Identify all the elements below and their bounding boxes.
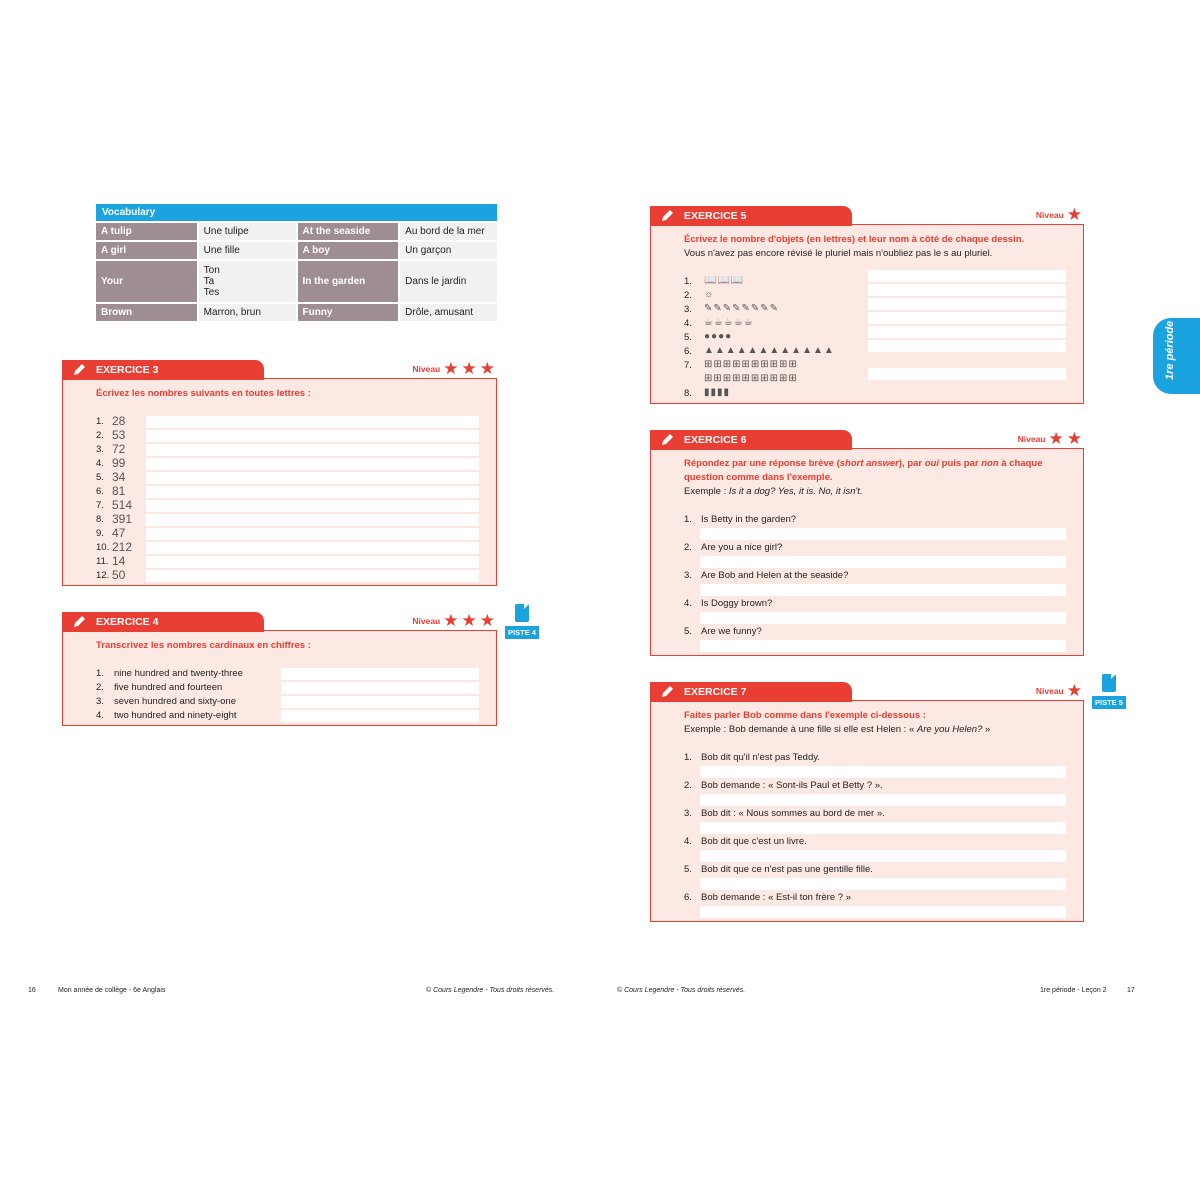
vocabulary-row	[96, 240, 497, 259]
footer-right-title: 1re période - Leçon 2	[1040, 987, 1107, 994]
exercise-4	[62, 612, 497, 726]
question-text: Are Bob and Helen at the seaside?	[701, 570, 849, 581]
answer-line[interactable]	[281, 696, 479, 708]
answer-line[interactable]	[700, 822, 1066, 834]
example-text: Is it a dog? Yes, it is. No, it isn't.	[728, 486, 863, 497]
item-number: 10.	[96, 542, 110, 553]
object-drawing-icons: ☼	[704, 289, 715, 300]
number-to-write: 14	[112, 554, 126, 568]
answer-line[interactable]	[868, 298, 1066, 310]
exercise-5	[650, 206, 1084, 404]
vocabulary-title: Vocabulary	[96, 204, 497, 221]
answer-line[interactable]	[868, 312, 1066, 324]
item-number: 5.	[96, 472, 104, 483]
vocab-fr-line: Ta	[203, 276, 215, 287]
vocab-fr: Une fille	[197, 242, 296, 259]
exercise-5-title	[650, 206, 852, 226]
instruction-part: ), par	[898, 458, 925, 469]
item-number: 3.	[96, 696, 104, 707]
star-icon: ★	[461, 611, 477, 630]
answer-line[interactable]	[700, 850, 1066, 862]
number-to-write: 99	[112, 456, 126, 470]
item-number: 5.	[684, 864, 692, 875]
instruction-part: oui	[924, 458, 939, 469]
answer-line[interactable]	[146, 500, 479, 512]
vocab-en: At the seaside	[296, 223, 399, 240]
exercise-4-title	[62, 612, 264, 632]
difficulty-level	[412, 359, 495, 378]
pencil-icon	[72, 615, 86, 629]
instruction-part: à chaque	[998, 458, 1043, 469]
answer-line[interactable]	[700, 584, 1066, 596]
vocab-en: Brown	[96, 304, 197, 321]
star-icon: ★	[1066, 681, 1082, 700]
footer-left-title: Mon année de collège - 6e Anglais	[58, 987, 166, 994]
vocab-en: A tulip	[96, 223, 197, 240]
cardinal-text: seven hundred and sixty-one	[114, 696, 236, 707]
cardinal-text: five hundred and fourteen	[114, 682, 223, 693]
item-number: 4.	[96, 710, 104, 721]
answer-line[interactable]	[700, 794, 1066, 806]
answer-line[interactable]	[146, 528, 479, 540]
vocab-en: In the garden	[296, 261, 399, 302]
exercise-note: Vous n'avez pas encore révisé le pluriel mais n'oubliez pas le s au pluriel.	[684, 248, 993, 259]
vocab-fr: Drôle, amusant	[398, 304, 497, 321]
item-number: 3.	[684, 808, 692, 819]
item-number: 1.	[96, 416, 104, 427]
answer-line[interactable]	[281, 668, 479, 680]
item-number: 3.	[684, 304, 692, 315]
example-label: Exemple : Bob demande à une fille si elle est Helen : «	[684, 724, 917, 735]
pencil-icon	[72, 363, 86, 377]
item-number: 4.	[96, 458, 104, 469]
exercise-example	[684, 485, 863, 499]
audio-track-label: PISTE 5	[1092, 696, 1126, 709]
number-to-write: 34	[112, 470, 126, 484]
item-number: 2.	[96, 430, 104, 441]
item-number: 5.	[684, 626, 692, 637]
question-text: Is Doggy brown?	[701, 598, 773, 609]
audio-file-icon	[515, 604, 529, 622]
example-label: Exemple :	[684, 486, 729, 497]
item-number: 9.	[96, 528, 104, 539]
item-number: 4.	[684, 598, 692, 609]
answer-line[interactable]	[700, 906, 1066, 918]
answer-line[interactable]	[146, 430, 479, 442]
vocab-fr: Un garçon	[398, 242, 497, 259]
cardinal-text: two hundred and ninety-eight	[114, 710, 237, 721]
question-text: Is Betty in the garden?	[701, 514, 797, 525]
difficulty-level	[1017, 429, 1082, 448]
niveau-label: Niveau	[412, 364, 441, 374]
object-drawing-icons: ●●●●	[704, 331, 733, 342]
answer-line[interactable]	[146, 514, 479, 526]
footer-left-page-number: 16	[28, 987, 36, 994]
prompt-text: Bob demande : « Sont-ils Paul et Betty ? ».	[701, 780, 883, 791]
object-drawing-icons: ▲▲▲▲▲▲▲▲▲▲▲▲	[704, 345, 835, 356]
number-to-write: 81	[112, 484, 126, 498]
answer-line[interactable]	[146, 542, 479, 554]
prompt-text: Bob dit : « Nous sommes au bord de mer ».	[701, 808, 885, 819]
object-drawing-icons: ▮▮▮▮	[704, 387, 731, 398]
exercise-7	[650, 682, 1084, 922]
answer-line[interactable]	[868, 270, 1066, 282]
example-end: »	[982, 724, 991, 735]
item-number: 2.	[684, 290, 692, 301]
vocab-fr: Dans le jardin	[398, 261, 497, 302]
exercise-title-text: EXERCICE 4	[96, 616, 159, 628]
footer-copyright-right: © Cours Legendre - Tous droits réservés.	[617, 987, 746, 994]
answer-line[interactable]	[146, 444, 479, 456]
item-number: 12.	[96, 570, 110, 581]
footer-right-page-number: 17	[1127, 987, 1135, 994]
prompt-text: Bob dit que ce n'est pas une gentille fille.	[701, 864, 873, 875]
exercise-6-title	[650, 430, 852, 450]
pencil-icon	[660, 209, 674, 223]
pencil-icon	[660, 433, 674, 447]
exercise-instruction	[684, 457, 1042, 471]
answer-line[interactable]	[146, 416, 479, 428]
prompt-text: Bob dit que c'est un livre.	[701, 836, 807, 847]
instruction-part: short answer	[839, 458, 899, 469]
item-number: 6.	[684, 892, 692, 903]
niveau-label: Niveau	[412, 616, 441, 626]
exercise-title-text: EXERCICE 3	[96, 364, 159, 376]
vocabulary-row	[96, 302, 497, 321]
star-icon: ★	[443, 359, 459, 378]
object-drawing-icons: ⊞⊞⊞⊞⊞⊞⊞⊞⊞⊞	[704, 359, 798, 370]
answer-line[interactable]	[700, 640, 1066, 652]
answer-line[interactable]	[146, 458, 479, 470]
answer-line[interactable]	[700, 878, 1066, 890]
niveau-label: Niveau	[1035, 686, 1064, 696]
question-text: Are you a nice girl?	[701, 542, 783, 553]
item-number: 8.	[96, 514, 104, 525]
item-number: 2.	[684, 780, 692, 791]
item-number: 11.	[96, 556, 109, 567]
answer-line[interactable]	[700, 766, 1066, 778]
vocabulary-table	[96, 204, 497, 321]
item-number: 1.	[684, 514, 692, 525]
exercise-instruction-line2: question comme dans l'exemple.	[684, 472, 833, 483]
vocab-fr-line: Tes	[203, 287, 220, 298]
star-icon: ★	[479, 359, 495, 378]
answer-line[interactable]	[700, 528, 1066, 540]
answer-line[interactable]	[868, 368, 1066, 380]
period-side-tab	[1153, 318, 1200, 394]
star-icon: ★	[443, 611, 459, 630]
question-text: Are we funny?	[701, 626, 762, 637]
star-icon: ★	[1048, 429, 1064, 448]
difficulty-level	[412, 611, 495, 630]
star-icon: ★	[461, 359, 477, 378]
vocabulary-row	[96, 259, 497, 302]
footer-copyright-left: © Cours Legendre - Tous droits réservés.	[426, 987, 555, 994]
exercise-3-title	[62, 360, 264, 380]
item-number: 7.	[96, 500, 104, 511]
vocab-fr	[197, 261, 296, 302]
item-number: 1.	[684, 752, 692, 763]
exercise-title-text: EXERCICE 6	[684, 434, 747, 446]
number-to-write: 391	[112, 512, 133, 526]
answer-line[interactable]	[868, 340, 1066, 352]
item-number: 6.	[96, 486, 104, 497]
difficulty-level	[1035, 681, 1082, 700]
vocabulary-row	[96, 221, 497, 240]
item-number: 1.	[96, 668, 104, 679]
cardinal-text: nine hundred and twenty-three	[114, 668, 243, 679]
item-number: 8.	[684, 388, 692, 399]
item-number: 4.	[684, 318, 692, 329]
object-drawing-icons: 📖📖📖	[704, 275, 745, 286]
vocab-en: Your	[96, 261, 197, 302]
answer-line[interactable]	[700, 612, 1066, 624]
vocab-en: A girl	[96, 242, 197, 259]
item-number: 7.	[684, 360, 692, 371]
answer-line[interactable]	[868, 284, 1066, 296]
item-number: 1.	[684, 276, 692, 287]
answer-line[interactable]	[700, 556, 1066, 568]
niveau-label: Niveau	[1017, 434, 1046, 444]
number-to-write: 514	[112, 498, 133, 512]
instruction-part: non	[981, 458, 999, 469]
vocab-fr: Marron, brun	[197, 304, 296, 321]
difficulty-level	[1035, 205, 1082, 224]
period-label: 1re période	[1164, 320, 1176, 380]
example-text: Are you Helen?	[916, 724, 983, 735]
exercise-instruction: Faites parler Bob comme dans l'exemple ci-dessous :	[684, 710, 926, 721]
exercise-instruction: Écrivez les nombres suivants en toutes lettres :	[96, 388, 311, 399]
exercise-title-text: EXERCICE 5	[684, 210, 747, 222]
item-number: 4.	[684, 836, 692, 847]
answer-line[interactable]	[281, 710, 479, 722]
star-icon: ★	[1066, 429, 1082, 448]
number-to-write: 212	[112, 540, 133, 554]
audio-track-5[interactable]	[1092, 674, 1126, 710]
item-number: 2.	[96, 682, 104, 693]
answer-line[interactable]	[146, 486, 479, 498]
exercise-instruction: Écrivez le nombre d'objets (en lettres) et leur nom à côté de chaque dessin.	[684, 234, 1025, 245]
answer-line[interactable]	[146, 570, 479, 582]
exercise-7-title	[650, 682, 852, 702]
vocab-fr: Au bord de la mer	[398, 223, 497, 240]
audio-track-4[interactable]	[505, 604, 539, 640]
answer-line[interactable]	[146, 556, 479, 568]
item-number: 5.	[684, 332, 692, 343]
instruction-part: puis par	[939, 458, 982, 469]
vocab-en: Funny	[296, 304, 399, 321]
exercise-6	[650, 430, 1084, 656]
vocab-fr-line: Ton	[203, 265, 220, 276]
answer-line[interactable]	[281, 682, 479, 694]
item-number: 3.	[96, 444, 104, 455]
exercise-instruction: Transcrivez les nombres cardinaux en chiffres :	[96, 640, 311, 651]
exercise-title-text: EXERCICE 7	[684, 686, 747, 698]
item-number: 6.	[684, 346, 692, 357]
prompt-text: Bob demande : « Est-il ton frère ? »	[701, 892, 851, 903]
number-to-write: 47	[112, 526, 126, 540]
object-drawing-icons: ☕☕☕☕☕	[704, 317, 754, 328]
answer-line[interactable]	[146, 472, 479, 484]
audio-file-icon	[1102, 674, 1116, 692]
object-drawing-icons: ⊞⊞⊞⊞⊞⊞⊞⊞⊞⊞	[704, 373, 798, 384]
answer-line[interactable]	[868, 326, 1066, 338]
number-to-write: 53	[112, 428, 126, 442]
niveau-label: Niveau	[1035, 210, 1064, 220]
number-to-write: 28	[112, 414, 126, 428]
instruction-part: Répondez par une réponse brève (	[684, 458, 840, 469]
number-to-write: 50	[112, 568, 126, 582]
audio-track-label: PISTE 4	[505, 626, 539, 639]
prompt-text: Bob dit qu'il n'est pas Teddy.	[701, 752, 820, 763]
object-drawing-icons: ✎✎✎✎✎✎✎✎	[704, 303, 780, 314]
vocab-en: A boy	[296, 242, 399, 259]
vocab-fr: Une tulipe	[197, 223, 296, 240]
exercise-3	[62, 360, 497, 586]
item-number: 2.	[684, 542, 692, 553]
exercise-example	[684, 723, 990, 737]
star-icon: ★	[479, 611, 495, 630]
pencil-icon	[660, 685, 674, 699]
item-number: 3.	[684, 570, 692, 581]
star-icon: ★	[1066, 205, 1082, 224]
number-to-write: 72	[112, 442, 126, 456]
